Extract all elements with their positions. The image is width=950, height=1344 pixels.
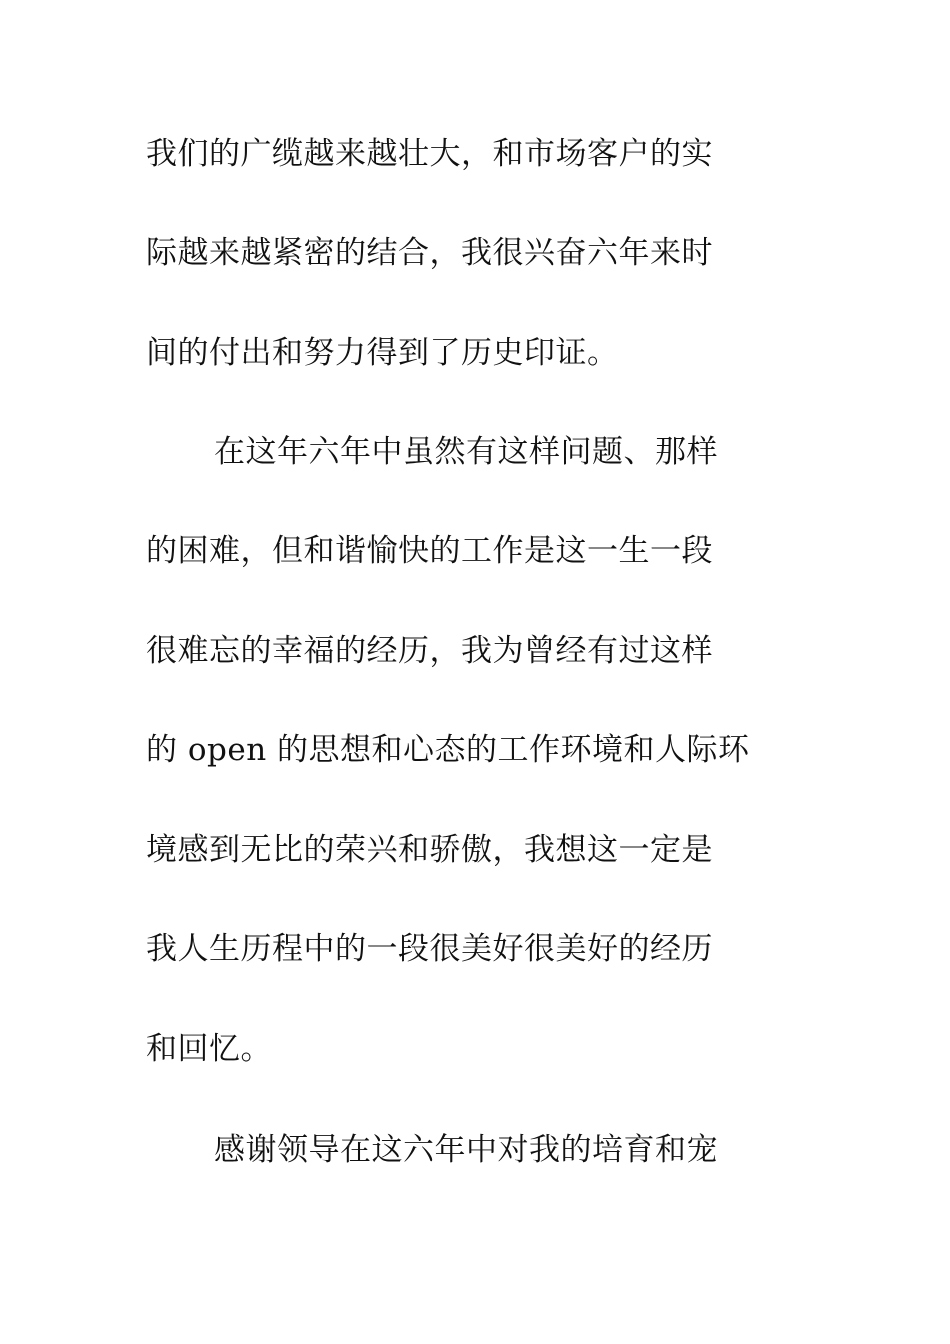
text-line: 际越来越紧密的结合，我很兴奋六年来时 [146,235,713,271]
text-line: 间的付出和努力得到了历史印证。 [146,335,619,371]
text-line: 的 open 的思想和心态的工作环境和人际环 [146,732,750,768]
text-line: 的困难，但和谐愉快的工作是这一生一段 [146,533,713,569]
text-line: 我们的广缆越来越壮大，和市场客户的实 [146,136,713,172]
paragraph-start-line: 感谢领导在这六年中对我的培育和宠 [214,1132,718,1168]
text-line: 境感到无比的荣兴和骄傲，我想这一定是 [146,832,713,868]
text-line: 很难忘的幸福的经历，我为曾经有过这样 [146,633,713,669]
text-line: 我人生历程中的一段很美好很美好的经历 [146,931,713,967]
text-line: 和回忆。 [146,1031,272,1067]
paragraph-start-line: 在这年六年中虽然有这样问题、那样 [214,434,718,470]
